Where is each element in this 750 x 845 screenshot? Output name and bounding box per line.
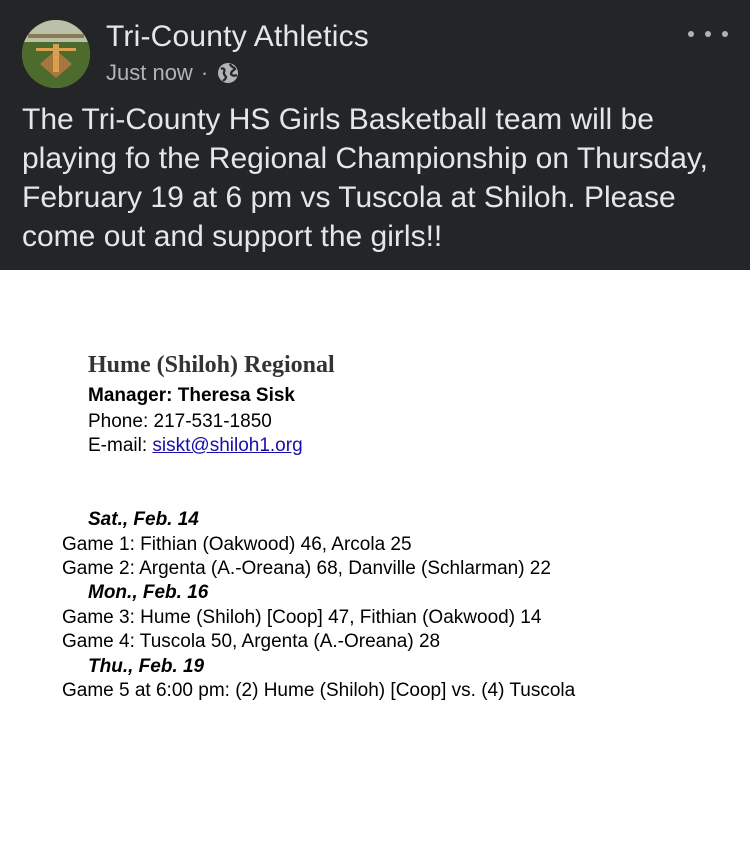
schedule-day: Mon., Feb. 16: [88, 582, 209, 603]
post-meta: [106, 60, 240, 86]
baseball-field-icon: [22, 20, 90, 88]
dot: [722, 31, 728, 37]
game-result: Game 3: Hume (Shiloh) [Coop] 47, Fithian (Oakwood) 14: [62, 607, 542, 628]
globe-icon: [216, 61, 240, 85]
game-result: Game 4: Tuscola 50, Argenta (A.-Oreana) 28: [62, 631, 441, 652]
schedule-day: Sat., Feb. 14: [88, 509, 199, 530]
email-link[interactable]: siskt@shiloh1.org: [152, 435, 303, 456]
more-options-icon[interactable]: [688, 22, 728, 46]
page-name[interactable]: Tri-County Athletics: [106, 20, 369, 53]
email-line: [88, 435, 303, 457]
attached-document-image[interactable]: [0, 270, 750, 845]
timestamp[interactable]: Just now: [106, 60, 193, 85]
game-result: Game 1: Fithian (Oakwood) 46, Arcola 25: [62, 534, 412, 555]
post-text: The Tri-County HS Girls Basketball team will be playing fo the Regional Championship on Thursday, February 19 at 6 pm vs Tuscola at Shiloh. Please come out and support the girls!!: [22, 103, 708, 253]
manager-line: Manager: Theresa Sisk: [88, 385, 295, 406]
email-label: E-mail:: [88, 435, 153, 456]
game-result: Game 2: Argenta (A.-Oreana) 68, Danville (Schlarman) 22: [62, 558, 551, 579]
schedule-day: Thu., Feb. 19: [88, 656, 205, 677]
dot: [688, 31, 694, 37]
dot: [705, 31, 711, 37]
page-avatar[interactable]: [22, 20, 90, 88]
game-result: Game 5 at 6:00 pm: (2) Hume (Shiloh) [Coop] vs. (4) Tuscola: [62, 680, 576, 701]
meta-separator: ·: [200, 60, 209, 85]
document-title: Hume (Shiloh) Regional: [88, 352, 335, 378]
post-header: [0, 0, 750, 270]
phone-line: Phone: 217-531-1850: [88, 411, 272, 432]
